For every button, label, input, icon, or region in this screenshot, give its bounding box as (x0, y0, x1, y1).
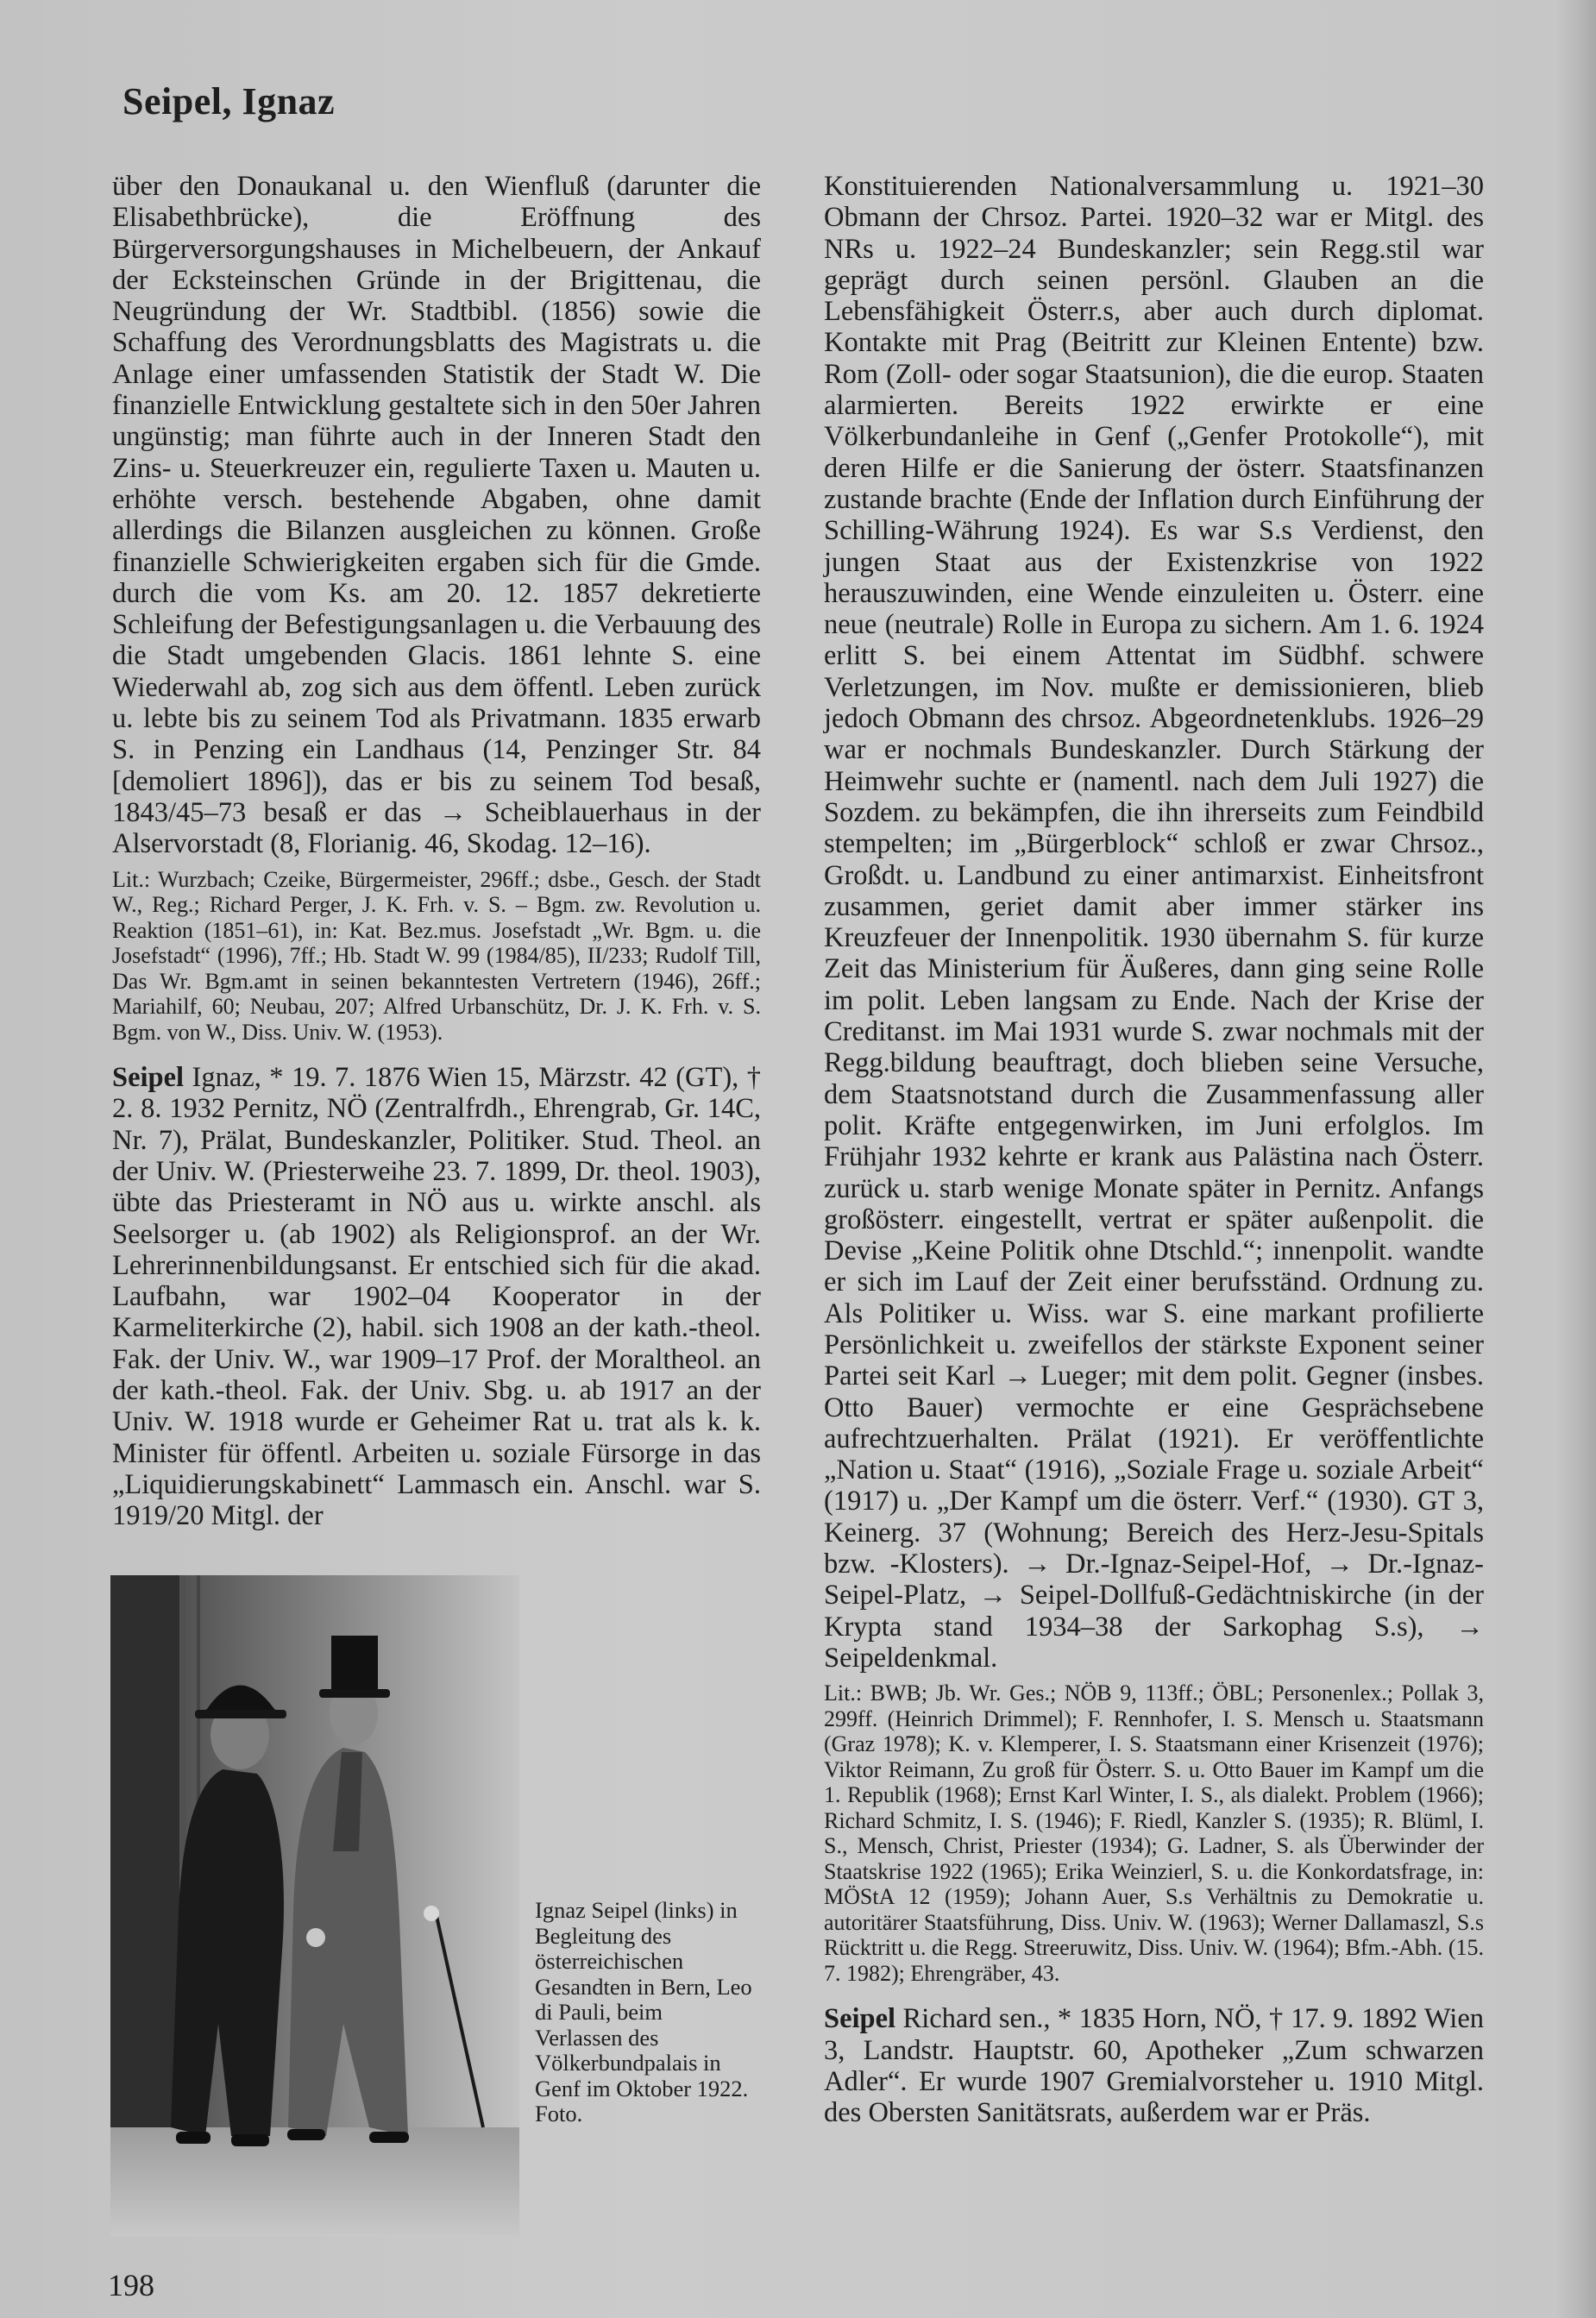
literature-list: Lit.: BWB; Jb. Wr. Ges.; NÖB 9, 113ff.; ÖBL; Personenlex.; Pollak 3, 299ff. (Heinrich Drimmel); F. Rennhofer, I. S. Mensch u. Staatsmann (Graz 1978); K. v. Klemperer, I. S. Staatsmann einer Krisenzeit (1976); Viktor Reimann, Zu groß für Österr. S. u. Otto Bauer im Kampf um die 1. Republik (1968); Ernst Karl Winter, I. S., als dialekt. Problem (1966); Richard Schmitz, I. S. (1946); F. Riedl, Kanzler S. (1935); R. Blüml, I. S., Mensch, Christ, Priester (1934); G. Ladner, S. als Überwinder der Staatskrise 1922 (1965); Erika Weinzierl, S. u. die Konkordatsfrage, in: MÖStA 12 (1959); Johann Auer, S.s Verhältnis zu Demokratie u. autoritärer Staatsführung, Diss. Univ. W. (1963); Werner Dallamaszl, S.s Rücktritt u. die Regg. Streeruwitz, Diss. Univ. W. (1964); Bfm.-Abh. (15. 7. 1982); Ehrengräber, 43. (824, 1680, 1484, 1986)
entry-text-continued: Konstituierenden Nationalversammlung u. 1921–30 Obmann der Chrsoz. Partei. 1920–32 war er Mitgl. des NRs u. 1922–24 Bundeskanzler; sein Regg.stil war geprägt durch seinen persönl. Glauben an die Lebensfähigkeit Österr.s, aber auch durch diplomat. Kontakte mit Prag (Beitritt zur Kleinen Entente) bzw. Rom (Zoll- oder sogar Staatsunion), die die europ. Staaten alarmierten. Bereits 1922 erwirkte er eine Völkerbundanleihe in Genf („Genfer Protokolle“), mit deren Hilfe er die Sanierung der österr. Staatsfinanzen zustande brachte (Ende der Inflation durch Einführung der Schilling-Währung 1924). Es war S.s Verdienst, den jungen Staat aus der Existenzkrise von 1922 herauszuwinden, eine Wende einzuleiten u. Österr. eine neue (neutrale) Rolle in Europa zu sichern. Am 1. 6. 1924 erlitt S. bei einem Attentat im Südbhf. schwere Verletzungen, im Nov. mußte er demissionieren, blieb jedoch Obmann des chrsoz. Abgeordnetenklubs. 1926–29 war er nochmals Bundeskanzler. Durch Stärkung der Heimwehr suchte er (namentl. nach dem Juli 1927) die Sozdem. zu bekämpfen, die ihn ihrerseits zum Feindbild stempelten; im „Bürgerblock“ schloß er zwar Chrsoz., Großdt. u. Landbund zu einer antimarxist. Einheitsfront zusammen, geriet damit aber immer stärker ins Kreuzfeuer der Innenpolitik. 1930 übernahm S. für kurze Zeit das Ministerium für Äußeres, dann ging seine Rolle im polit. Leben langsam zu Ende. Nach der Krise der Creditanst. im Mai 1931 wurde S. zwar nochmals mit der Regg.bildung beauftragt, doch blieben seine Versuche, dem Staatsnotstand durch die Zusammenfassung aller polit. Kräfte entgegenwirken, im Juni erfolglos. Im Frühjahr 1932 kehrte er krank aus Palästina nach Österr. zurück u. starb wenige Monate später in Pernitz. Anfangs großösterr. eingestellt, vertrat er später außenpolit. die Devise „Keine Politik ohne Dtschld.“; innenpolit. wandte er sich im Lauf der Zeit einer berufsständ. Ordnung zu. Als Politiker u. Wiss. war S. eine markant profilierte Persönlichkeit u. zweifellos der stärkste Exponent seiner Partei seit Karl → Lueger; mit dem polit. Gegner (insbes. Otto Bauer) vermochte er eine Gesprächsebene aufrechtzuerhalten. Prälat (1921). Er veröffentlichte „Nation u. Staat“ (1916), „Soziale Frage u. soziale Arbeit“ (1917) u. „Der Kampf um die österr. Verf.“ (1930). GT 3, Keinerg. 37 (Wohnung; Bereich des Herz-Jesu-Spitals bzw. -Klosters). → Dr.-Ignaz-Seipel-Hof, → Dr.-Ignaz-Seipel-Platz, → Seipel-Dollfuß-Gedächtniskirche (in der Krypta stand 1934–38 der Sarkophag S.s), → Seipeldenkmal. (824, 171, 1484, 1674)
entry-lemma: Seipel (112, 1062, 185, 1094)
photo-illustration (110, 1575, 519, 2236)
page-number: 198 (108, 2268, 154, 2302)
book-gutter-shadow (1553, 0, 1596, 2318)
entry-text: Ignaz, * 19. 7. 1876 Wien 15, Märzstr. 42 (GT), † 2. 8. 1932 Pernitz, NÖ (Zentralfrdh., Ehrengrab, Gr. 14C, Nr. 7), Prälat, Bundeskanzler, Politiker. Stud. Theol. an der Univ. W. (Priesterweihe 23. 7. 1899, Dr. theol. 1903), übte das Priesteramt in NÖ aus u. wirkte anschl. als Seelsorger u. (ab 1902) als Religionsprof. an der Wr. Lehrerinnenbildungsanst. Er entschied sich für die akad. Laufbahn, war 1902–04 Kooperator in der Karmeliterkirche (2), habil. sich 1908 an der kath.-theol. Fak. der Univ. W., war 1909–17 Prof. der Moraltheol. an der kath.-theol. Fak. der Univ. Sbg. u. ab 1917 an der Univ. W. 1918 wurde er Geheimer Rat u. trat als k. k. Minister für öffentl. Arbeiten u. soziale Fürsorge in das „Liquidierungskabinett“ Lammasch ein. Anschl. war S. 1919/20 Mitgl. der (112, 1062, 761, 1532)
entry-seipel-ignaz (112, 1062, 761, 1531)
right-column (824, 171, 1484, 2128)
entry-text: Richard sen., * 1835 Horn, NÖ, † 17. 9. 1892 Wien 3, Landstr. Hauptstr. 60, Apotheker „Zum schwarzen Adler“. Er wurde 1907 Gremialvorsteher u. 1910 Mitgl. des Obersten Sanitätsrats, außerdem war er Präs. (824, 2003, 1484, 2129)
literature-list: Lit.: Wurzbach; Czeike, Bürgermeister, 296ff.; dsbe., Gesch. der Stadt W., Reg.; Richard Perger, J. K. Frh. v. S. – Bgm. zw. Revolution u. Reaktion (1851–61), in: Kat. Bez.mus. Josefstadt „Wr. Bgm. u. die Josefstadt“ (1996), 7ff.; Hb. Stadt W. 99 (1984/85), II/233; Rudolf Till, Das Wr. Bgm.amt in seinen bekanntesten Vertretern (1946), 26ff.; Mariahilf, 60; Neubau, 207; Alfred Urbanschütz, Dr. J. K. Frh. v. S. Bgm. von W., Diss. Univ. W. (1953). (112, 866, 761, 1045)
continued-entry-text: über den Donaukanal u. den Wienfluß (darunter die Elisabethbrücke), die Eröffnung des Bürgerversorgungshauses in Michelbeuern, der Ankauf der Ecksteinschen Gründe in der Brigittenau, die Neugründung der Wr. Stadtbibl. (1856) sowie die Schaffung des Verordnungsblatts des Magistrats u. die Anlage einer umfassenden Statistik der Stadt W. Die finanzielle Entwicklung gestaltete sich in den 50er Jahren ungünstig; man führte auch in der Inneren Stadt den Zins- u. Steuerkreuzer ein, regulierte Taxen u. Mauten u. erhöhte versch. bestehende Abgaben, ohne damit allerdings die Bilanzen ausgleichen zu können. Große finanzielle Schwierigkeiten ergaben sich für die Gmde. durch die vom Ks. am 20. 12. 1857 dekretierte Schleifung der Befestigungsanlagen u. die Verbauung des die Stadt umgebenden Glacis. 1861 lehnte S. eine Wiederwahl ab, zog sich aus dem öffentl. Leben zurück u. lebte bis zu seinem Tod als Privatmann. 1835 erwarb S. in Penzing ein Landhaus (14, Penzinger Str. 84 [demoliert 1896]), das er bis zu seinem Tod besaß, 1843/45–73 besaß er das → Scheiblauerhaus in der Alservorstadt (8, Florianig. 46, Skodag. 12–16). (112, 171, 761, 860)
historical-photo (110, 1575, 519, 2236)
photo-caption: Ignaz Seipel (links) in Begleitung des österreichischen Gesandten in Bern, Leo di Pauli, beim Verlassen des Völkerbundpalais in Genf im Oktober 1922. Foto. (535, 1897, 752, 2126)
entry-seipel-richard (824, 2003, 1484, 2128)
left-column (112, 171, 761, 1531)
running-header: Seipel, Ignaz (123, 80, 336, 122)
entry-lemma: Seipel (824, 2003, 896, 2035)
